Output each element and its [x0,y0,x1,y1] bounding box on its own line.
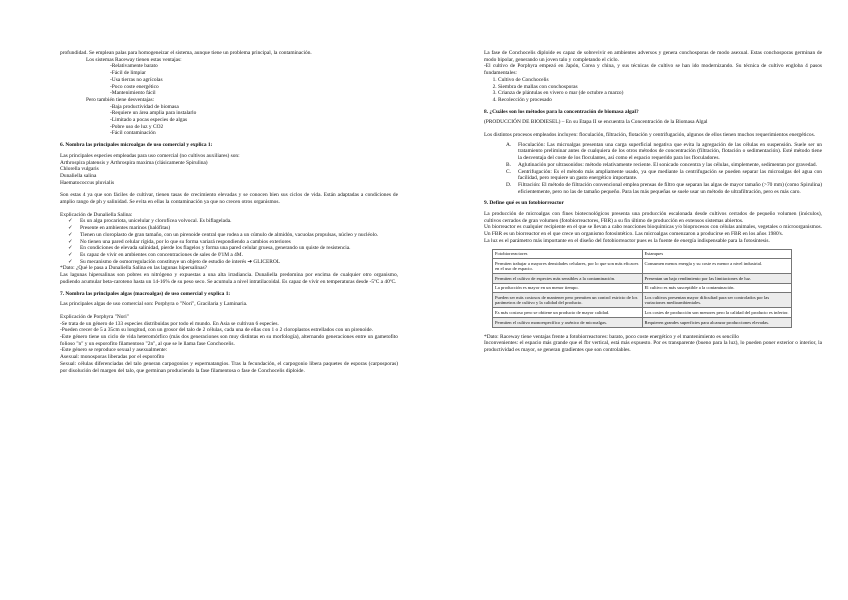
list-item: 4. Recolección y procesado [498,97,822,104]
porphyra-cultivation-paragraph: -El cultivo de Porphyra empezó en Japón, Corea y china, y sus técnicas de cultivo se han ido modernizando. Su técnica de cultivo engloba 4 pasos fundamentales: [484,63,822,77]
porphyra-line: -Este género tiene un ciclo de vida heteromórfico (más dos generaciones son muy distintas en su morfología), alternando generaciones entre un gametofito folioso "n" y un esporofito filamentoso "2n", al que se le llama fase Conchocelis. [60,334,398,347]
q7-intro: Las principales algas de uso comercial son: Porphyra o "Nori", Gracilaria y Laminaria. [60,301,248,308]
q8-intro: Los distintos procesos empleados incluyen: floculación, filtración, flotación y centrifugación, algunos de ellos tienen muchos requerimientos energéticos. [484,132,816,139]
check-icon: ✓ [68,258,73,265]
list-item: -Poco coste energético [110,83,159,90]
list-item: ✓ Es un alga procariota, unicelular y clorofícea volvocal. Es biflagelada. [68,218,232,225]
q9-paragraph: La producción de microalgas con fines biotecnológicos presenta una producción escalonada desde cultivos cerrados de pequeño volumen (inóculos), cultivos cerrados de gran volumen (fotobiorreactores, FBR) a su fin último de producción en extensos sistemas abiertos. [484,211,822,224]
check-icon: ✓ [68,238,73,245]
species-item: Arthrospira platensis y Arthrospira maxima (clásicamente Spirulina) [60,159,208,166]
list-item: ✓ Tienen un cloroplasto de gran tamaño, con un pirenoide central que rodea a un cúmulo de almidón, vacuolas propulsas, núcleo y nucléolo. [68,231,379,238]
check-icon: ✓ [68,225,73,232]
list-item: -Requiere un área amplia para instalarlo [110,110,197,117]
table-cell: Los cultivos presentan mayor dificultad para ser controlados por las variaciones medioambientales. [642,293,792,308]
list-item: ✓ En condiciones de elevada salinidad, pierde los flagelos y forma una pared celular gruesa, generando un quiste de resistencia. [68,245,351,252]
list-item: ✓ No tienen una pared celular rígida, por lo que su forma variará respondiendo a cambios exteriores [68,238,291,245]
list-item: 3. Crianza de plántulas en vivero o mar (de octubre a marzo) [498,90,822,97]
list-item: -Relativamente barato [110,63,158,70]
raceway-note: *Dato: Raceway tiene ventajas frente a fotobiorreactores: barato, poco coste energético y el mantenimiento es sencillo [484,333,739,340]
list-item: ✓ Su mecanismo de osmorregulación constituye un objeto de estudio de interés ➔ GLICEROL [68,258,281,265]
dunaliella-list [60,218,398,265]
q8-subtitle: (PRODUCCIÓN DE BIODIESEL) – En su Etapa II se encuentra la Concentración de la Biomasa Algal [484,119,708,126]
porphyra-line: -Pueden crecer de 5 a 35cm su longitud, con un grosor del talo de 2 células, cada una de ellas con 1 o 2 cloroplastos estrellados con un pirenoide. [60,327,374,334]
table-cell: Es más costoso pero se obtiene un producto de mayor calidad. [493,308,643,318]
question-7-heading: 7. Nombra las principales algas (macroalgas) de uso comercial y explica 1: [60,290,231,297]
table-row [493,274,792,284]
conchocelis-paragraph: La fase de Conchocelis diploide es capaz de sobrevivir en ambientes adversos y genera conchosporas de modo asexual. Estas conchosporas germinan de modo bipolar, generando un joven talo y completando el ciclo. [484,50,822,63]
dunaliella-title: Explicación de Dunaliella Salina: [60,211,133,218]
table-row [493,259,792,274]
table-header-cell: Fotobiorreactores [493,249,643,259]
check-icon: ✓ [68,251,73,258]
table-row [493,317,792,327]
inconvenientes-note: Inconvenientes: el espacio más grande que el fbr vertical, está más expuesto. Por es transparente (bueno para la luz), lo pueden poner exterior o interior, la productividad es mayor, se generan gradientes que son controlables. [484,340,822,353]
question-9-heading: 9. Define qué es un fotobiorreactor [484,200,564,207]
table-cell: Presentan un bajo rendimiento por las limitaciones de luz. [642,274,792,284]
table-cell: Permiten trabajar a mayores densidades celulares, por lo que son más eficaces en el uso de espacio. [493,259,643,274]
table-cell: Los costes de producción son menores pero la calidad del producto es inferior. [642,308,792,318]
q9-paragraph: La luz es el parámetro más importante en el diseño del fotobiorreactor pues es la fuente de energía indispensable para la fotosíntesis. [484,237,770,244]
table-cell: Pueden ser más costosos de mantener pero permiten un control estricto de los parámetros de cultivo y la calidad del producto. [493,293,643,308]
table-cell: Consumen menos energía y su coste es menor a nivel industrial. [642,259,792,274]
porphyra-title: Explicación de Porphyra "Nori" [60,313,129,320]
dato-question: *Dato: ¿Qué le pasa a Dunaliella Salina en las lagunas hipersalinas? [60,265,207,272]
q9-paragraph: Un biorreactor es cualquier recipiente en el que se llevan a cabo reacciones bioquímicas y/o bioprocesos con células animales, vegetales o microorganismos. Un FBR es un biorreactor en el que crece un organismo fotosintético. Las microalgas comenzaron a producirse en FBR en los años 1980's. [484,224,822,238]
porphyra-line: -Se trata de un género de 133 especies distribuidas por todo el mundo. En Asia se cultivan 6 especies. [60,320,279,327]
table-cell: Permiten el cultivo de especies más sensibles a la contaminación. [493,274,643,284]
list-item: ✓ Presente en ambientes marinos (halófitas) [68,225,171,232]
cultivation-steps [484,77,822,104]
list-item: -Usa tierras no agrícolas [110,76,163,83]
species-item: Dunaliella salina [60,172,97,179]
list-item: 1. Cultivo de Conchocelis [498,77,822,84]
raceway-advantages-intro: Los sistemas Raceway tienen estas ventajas: [86,56,182,63]
raceway-disadvantages-intro: Pero también tiene desventajas: [86,96,155,103]
table-cell: El cultivo es más susceptible a la contaminación. [642,283,792,293]
comparison-table [492,249,792,328]
check-icon: ✓ [68,231,73,238]
intro-paragraph: profundidad. Se emplean palas para homogeneizar el sistema, aunque tiene un problema principal, la contaminación. [60,50,312,56]
concentration-methods [484,142,822,196]
table-cell: Permiten el cultivo monoespecífico y axénico de microalgas. [493,317,643,327]
table-cell: Requieren grandes superficies para alcanzar producciones elevadas. [642,317,792,327]
porphyra-line: Sexual: células diferenciadas del talo generan carpogonios y espermatangios. Tras la fecundación, el carpogonio libera paquetes de esporas (carposporas) por disolución del margen del talo, que germinan produciendo la fase filamentosa o fase de Conchocelis diploide. [60,360,398,374]
dato-answer: Las lagunas hipersalinas son pobres en nitrógeno y expuestas a una alta irradiancia. Dunaliella predomina por encima de cualquier otro organismo, pudiendo acumular beta-caroteno hasta un 14-16% de su peso seco. Se acumula a nivel intratilacoidal. Es capaz de vivir en temperaturas desde -5ºC a 40ºC. [60,272,398,285]
right-column [484,50,822,354]
question-8-heading: 8. ¿Cuáles son los métodos para la concentración de biomasa algal? [484,108,639,115]
check-icon: ✓ [68,245,73,252]
raceway-advantages-list [60,63,398,97]
list-item: -Fácil de limpiar [110,70,146,77]
porphyra-line: -Este género se reproduce sexual y asexualmente: [60,347,168,354]
list-item: -Fácil contaminación [110,130,156,137]
list-item: D. Filtración: El método de filtración convencional emplea prensas de filtro que separan las algas de mayor tamaño (>70 mm) (como Spirulina) eficientemente, pero no las de tamaño pequeño. Para las más pequeñas se suele usar un método de ultrafiltración, pero es más caro. [506,181,822,195]
table-header-row [493,249,792,259]
table-row [493,293,792,308]
species-item: Chlorella vulgaris [60,166,99,173]
left-column [60,50,398,374]
list-item: A. Floculación: Las microalgas presentan una carga superficial negativa que evita la agregación de las células en suspensión. Suele ser un tratamiento preliminar antes de cualquiera de los otros métodos de concentración (filtración, flotación o sedimentación). Esté método tiene la desventaja del coste de los floculantes, así como el espacio requerido para los floculadores. [506,141,822,162]
q6-paragraph: Son estas 4 ya que son fáciles de cultivar, tienen tasas de crecimiento elevadas y se conocen bien sus ciclos de vida. Están adaptadas a condiciones de amplio rango de ph y salinidad. Se evita en ellas la contaminación ya que no crecen otros organismos. [60,192,398,206]
list-item: -Pobre uso de luz y CO2 [110,123,164,130]
table-header-cell: Estanques [642,249,792,259]
porphyra-line: Asexual: monosporas liberadas por el esporofito [60,354,165,361]
list-item: B. Aglutinación por ultrasonidos: método relativamente reciente. El sonicado concentra y las células, simplemente, sedimentan por gravedad. [506,161,817,168]
question-6-heading: 6. Nombra las principales microalgas de uso comercial y explica 1: [60,142,213,149]
list-item: 2. Siembra de mallas con conchosporas [498,84,822,91]
check-icon: ✓ [68,218,73,225]
list-item: -Mantenimiento fácil [110,90,156,97]
list-item: -Limitado a pocas especies de algas [110,117,188,124]
list-item: -Baja productividad de biomasa [110,103,179,110]
table-row [493,283,792,293]
raceway-disadvantages-list [60,104,398,138]
table-row [493,308,792,318]
list-item: ✓ Es capaz de vivir en ambientes con concentraciones de sales de 0'1M a 4M. [68,251,243,258]
q6-intro: Las principales especies empleadas para uso comercial (no cultivos auxiliares) son: [60,152,240,159]
table-cell: La producción es mayor en un menor tiempo. [493,283,643,293]
list-item: C. Centrifugación: Es el método más ampliamente usado, ya que mediante la centrifugación se pueden separar las microalgas del agua con facilidad, pero requiere un gasto energético importante. [506,168,822,182]
species-item: Haematococcus pluvialis [60,179,115,186]
